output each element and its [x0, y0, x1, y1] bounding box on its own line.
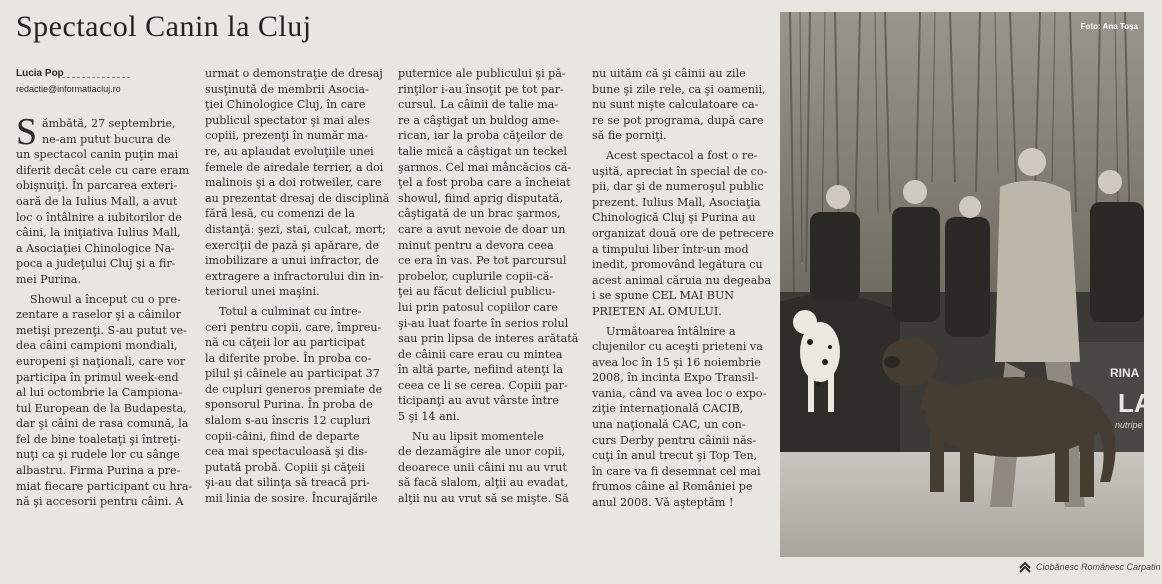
- text-line: urmat o demonstraţie de dresaj: [205, 67, 383, 80]
- text-line: ne-am putut bucura de: [42, 132, 171, 146]
- photo-credit: Foto: Ana Toşa: [1080, 22, 1138, 31]
- text-line: avea loc în 15 şi 16 noiembrie: [592, 355, 761, 369]
- text-line: mii linia de sosire. Încurajările: [205, 492, 378, 506]
- text-line: să fie porniţi.: [592, 129, 667, 143]
- text-line: puternice ale publicului şi pă-: [398, 67, 566, 80]
- photo-illustration: [780, 12, 1153, 557]
- text-line: oară de la Iulius Mall, a avut: [16, 194, 178, 208]
- text-line: care a avut nevoie de doar un: [398, 222, 566, 236]
- text-line: Acest spectacol a fost o re-: [606, 148, 758, 162]
- text-line: al lui octombrie la Campiona-: [16, 386, 183, 400]
- text-line: sponsorul Purina. În proba de: [205, 398, 373, 412]
- text-line: au prezentat dresaj de disciplină: [205, 191, 390, 205]
- text-line: europeni şi naţionali, care vor: [16, 354, 186, 368]
- text-line: slalom s-au înscris 12 cupluri: [205, 414, 371, 428]
- text-line: nuţi ca şi rudele lor cu sânge: [16, 448, 180, 462]
- text-column-1: [16, 116, 192, 510]
- text-line: şarmos. Cel mai mâncăcios că-: [398, 160, 572, 174]
- text-line: re a câştigat un buldog ame-: [398, 113, 560, 127]
- text-line: sau prin lipsa de interes arătată: [398, 332, 579, 346]
- text-line: ceri pentru copii, care, împreu-: [205, 320, 382, 334]
- text-line: Chinologică Cluj şi Purina au: [592, 211, 756, 225]
- text-line: rinţilor i-au însoţit pe tot par-: [398, 82, 564, 96]
- text-line: să facă slalom, alţii au evadat,: [398, 476, 569, 490]
- text-line: loc o întâlnire a iubitorilor de: [16, 210, 182, 224]
- text-line: lui prin patosul copiilor care: [398, 300, 558, 314]
- text-line: ticipanţi au avut vârste între: [398, 394, 559, 408]
- text-line: malinois şi a doi rotweiler, care: [205, 176, 382, 190]
- text-line: ţei au făcut deliciul publicu-: [398, 285, 556, 299]
- text-line: ziţie internaţională CACIB,: [592, 402, 744, 416]
- text-line: ce era în vas. Pe tot parcursul: [398, 254, 567, 268]
- text-line: nă cu căţeii lor au participat: [205, 336, 365, 350]
- text-line: câştigată de un brac şarmos,: [398, 207, 561, 221]
- text-column-4: [592, 66, 774, 511]
- text-line: publicul spectator şi mai ales: [205, 113, 370, 127]
- text-line: ămbătă, 27 septembrie,: [42, 117, 176, 130]
- text-line: rican, iar la proba căţeilor de: [398, 129, 564, 143]
- text-line: dea câini campioni mondiali,: [16, 339, 178, 353]
- text-line: de cupluri generos premiate de: [205, 382, 383, 396]
- text-line: talie mică a câştigat un teckel: [398, 144, 567, 158]
- text-line: ţel a fost proba care a încheiat: [398, 176, 571, 190]
- photo-caption: Ciobănesc Românesc Carpatin: [1036, 562, 1161, 572]
- text-line: minut pentru a devora ceea: [398, 238, 554, 252]
- text-line: tul European de la Budapesta,: [16, 401, 187, 415]
- text-line: obişnuiţi. În parcarea exteri-: [16, 179, 178, 193]
- text-line: în care va fi desemnat cel mai: [592, 464, 761, 478]
- text-line: 5 şi 14 ani.: [398, 410, 460, 424]
- text-line: nu sunt nişte calculatoare ca-: [592, 98, 759, 112]
- text-column-2: [205, 66, 390, 507]
- author-divider: [62, 77, 130, 78]
- text-line: putată probă. Copiii şi căţeii: [205, 460, 365, 474]
- text-line: re, au aplaudat evoluţiile unei: [205, 144, 374, 158]
- text-line: PRIETEN AL OMULUI.: [592, 304, 722, 318]
- text-line: pii, dar şi de numeroşul public: [592, 180, 764, 194]
- text-line: nă şi accesorii pentru câini. A: [16, 495, 184, 509]
- text-line: ceea ce li se cerea. Copiii par-: [398, 378, 568, 392]
- text-line: cea mai spectaculoasă şi dis-: [205, 445, 368, 459]
- text-line: re se pot programa, după care: [592, 113, 764, 127]
- text-line: inedit, promovând legătura cu: [592, 258, 763, 272]
- text-line: nu uităm că şi câinii au zile: [592, 67, 746, 80]
- text-line: probelor, cuplurile copii-că-: [398, 269, 554, 283]
- text-line: ţiei Chinologice Cluj, în care: [205, 98, 366, 112]
- text-line: showul, fiind aprig disputată,: [398, 191, 563, 205]
- text-line: participa în primul week-end: [16, 370, 179, 384]
- text-line: pilul şi câinele au participat 37: [205, 367, 380, 381]
- text-line: uşită, apreciat în special de co-: [592, 164, 768, 178]
- text-line: extragere a infractorului din in-: [205, 269, 384, 283]
- text-line: fără lesă, cu comenzi de la: [205, 207, 355, 221]
- author-email: redactie@informatiacluj.ro: [16, 84, 121, 94]
- text-line: una naţională CAC, un con-: [592, 418, 746, 432]
- text-line: i se spune CEL MAI BUN: [592, 289, 735, 303]
- banner-text-1: RINA: [1110, 366, 1140, 380]
- text-line: imobilizare a unui infractor, de: [205, 254, 379, 268]
- text-line: curs Derby pentru câinii năs-: [592, 433, 757, 447]
- text-line: dar şi câini de rasa comună, la: [16, 417, 189, 431]
- text-line: acest animal căruia nu degeaba: [592, 273, 772, 287]
- text-line: a Asociaţiei Chinologice Na-: [16, 241, 175, 255]
- text-line: cursul. La câinii de talie ma-: [398, 98, 559, 112]
- banner-text-2: LA: [1118, 388, 1153, 418]
- text-line: cuţi în anul trecut şi Top Ten,: [592, 449, 758, 463]
- text-line: Următoarea întâlnire a: [606, 324, 736, 338]
- text-line: frumos câine al României pe: [592, 480, 753, 494]
- text-line: de câinii care erau cu mintea: [398, 347, 563, 361]
- text-line: mei Purina.: [16, 272, 81, 286]
- text-line: alţii nu au vrut să se mişte. Să: [398, 492, 569, 506]
- text-line: bune şi zile rele, ca şi oamenii,: [592, 82, 766, 96]
- text-line: copii-câini, fiind de departe: [205, 429, 360, 443]
- text-line: poca a judeţului Cluj şi a fir-: [16, 257, 176, 271]
- text-line: şi-au dat silinţa să treacă pri-: [205, 476, 370, 490]
- text-line: metişi prezenţi. S-au putut ve-: [16, 323, 187, 337]
- text-line: vania, când va avea loc o expo-: [592, 386, 767, 400]
- text-line: şi-au luat foarte în serios rolul: [398, 316, 569, 330]
- text-column-3: [398, 66, 580, 507]
- text-line: la diferite probe. În proba co-: [205, 351, 372, 365]
- text-line: clujenilor cu aceşti prieteni va: [592, 340, 763, 354]
- text-line: distanţă: şezi, stai, culcat, mort;: [205, 222, 386, 236]
- text-line: anul 2008. Vă aşteptăm !: [592, 496, 734, 510]
- text-line: câini, la iniţiativa Iulius Mall,: [16, 226, 181, 240]
- text-line: organizat două ore de petrecere: [592, 226, 774, 240]
- text-line: zentare a raselor şi a câinilor: [16, 308, 181, 322]
- text-line: albastru. Firma Purina a pre-: [16, 464, 181, 478]
- text-line: femele de airedale terrier, a doi: [205, 160, 384, 174]
- text-line: copiii, prezenţi în număr ma-: [205, 129, 369, 143]
- drop-cap: S: [16, 111, 38, 153]
- author-name: Lucia Pop: [16, 68, 64, 79]
- text-line: în altă parte, nefiind atenţi la: [398, 363, 563, 377]
- text-line: miat fiecare participant cu hra-: [16, 479, 193, 493]
- text-line: un spectacol canin puţin mai: [16, 148, 179, 162]
- text-line: fel de bine toaletaţi şi întreţi-: [16, 432, 181, 446]
- text-line: deoarece unii câini nu au vrut: [398, 460, 567, 474]
- text-line: 2008, în incinta Expo Transil-: [592, 371, 759, 385]
- text-line: teriorul unei maşini.: [205, 285, 320, 299]
- article-photo: [780, 12, 1153, 557]
- article-title: Spectacol Canin la Cluj: [16, 10, 312, 43]
- caption-chevron-icon: [1018, 560, 1032, 574]
- text-line: Totul a culminat cu între-: [219, 304, 362, 318]
- text-line: diferit decât cele cu care eram: [16, 163, 190, 177]
- text-line: exerciţii de pază şi apărare, de: [205, 238, 380, 252]
- banner-text-3: nutripe: [1115, 420, 1143, 430]
- text-line: Nu au lipsit momentele: [412, 429, 544, 443]
- text-line: a timpului liber într-un mod: [592, 242, 749, 256]
- text-line: de dezamăgire ale unor copii,: [398, 445, 566, 459]
- text-line: susţinută de membrii Asocia-: [205, 82, 369, 96]
- text-line: prezent. Iulius Mall, Asociaţia: [592, 195, 761, 209]
- text-line: Showul a început cu o pre-: [30, 292, 181, 306]
